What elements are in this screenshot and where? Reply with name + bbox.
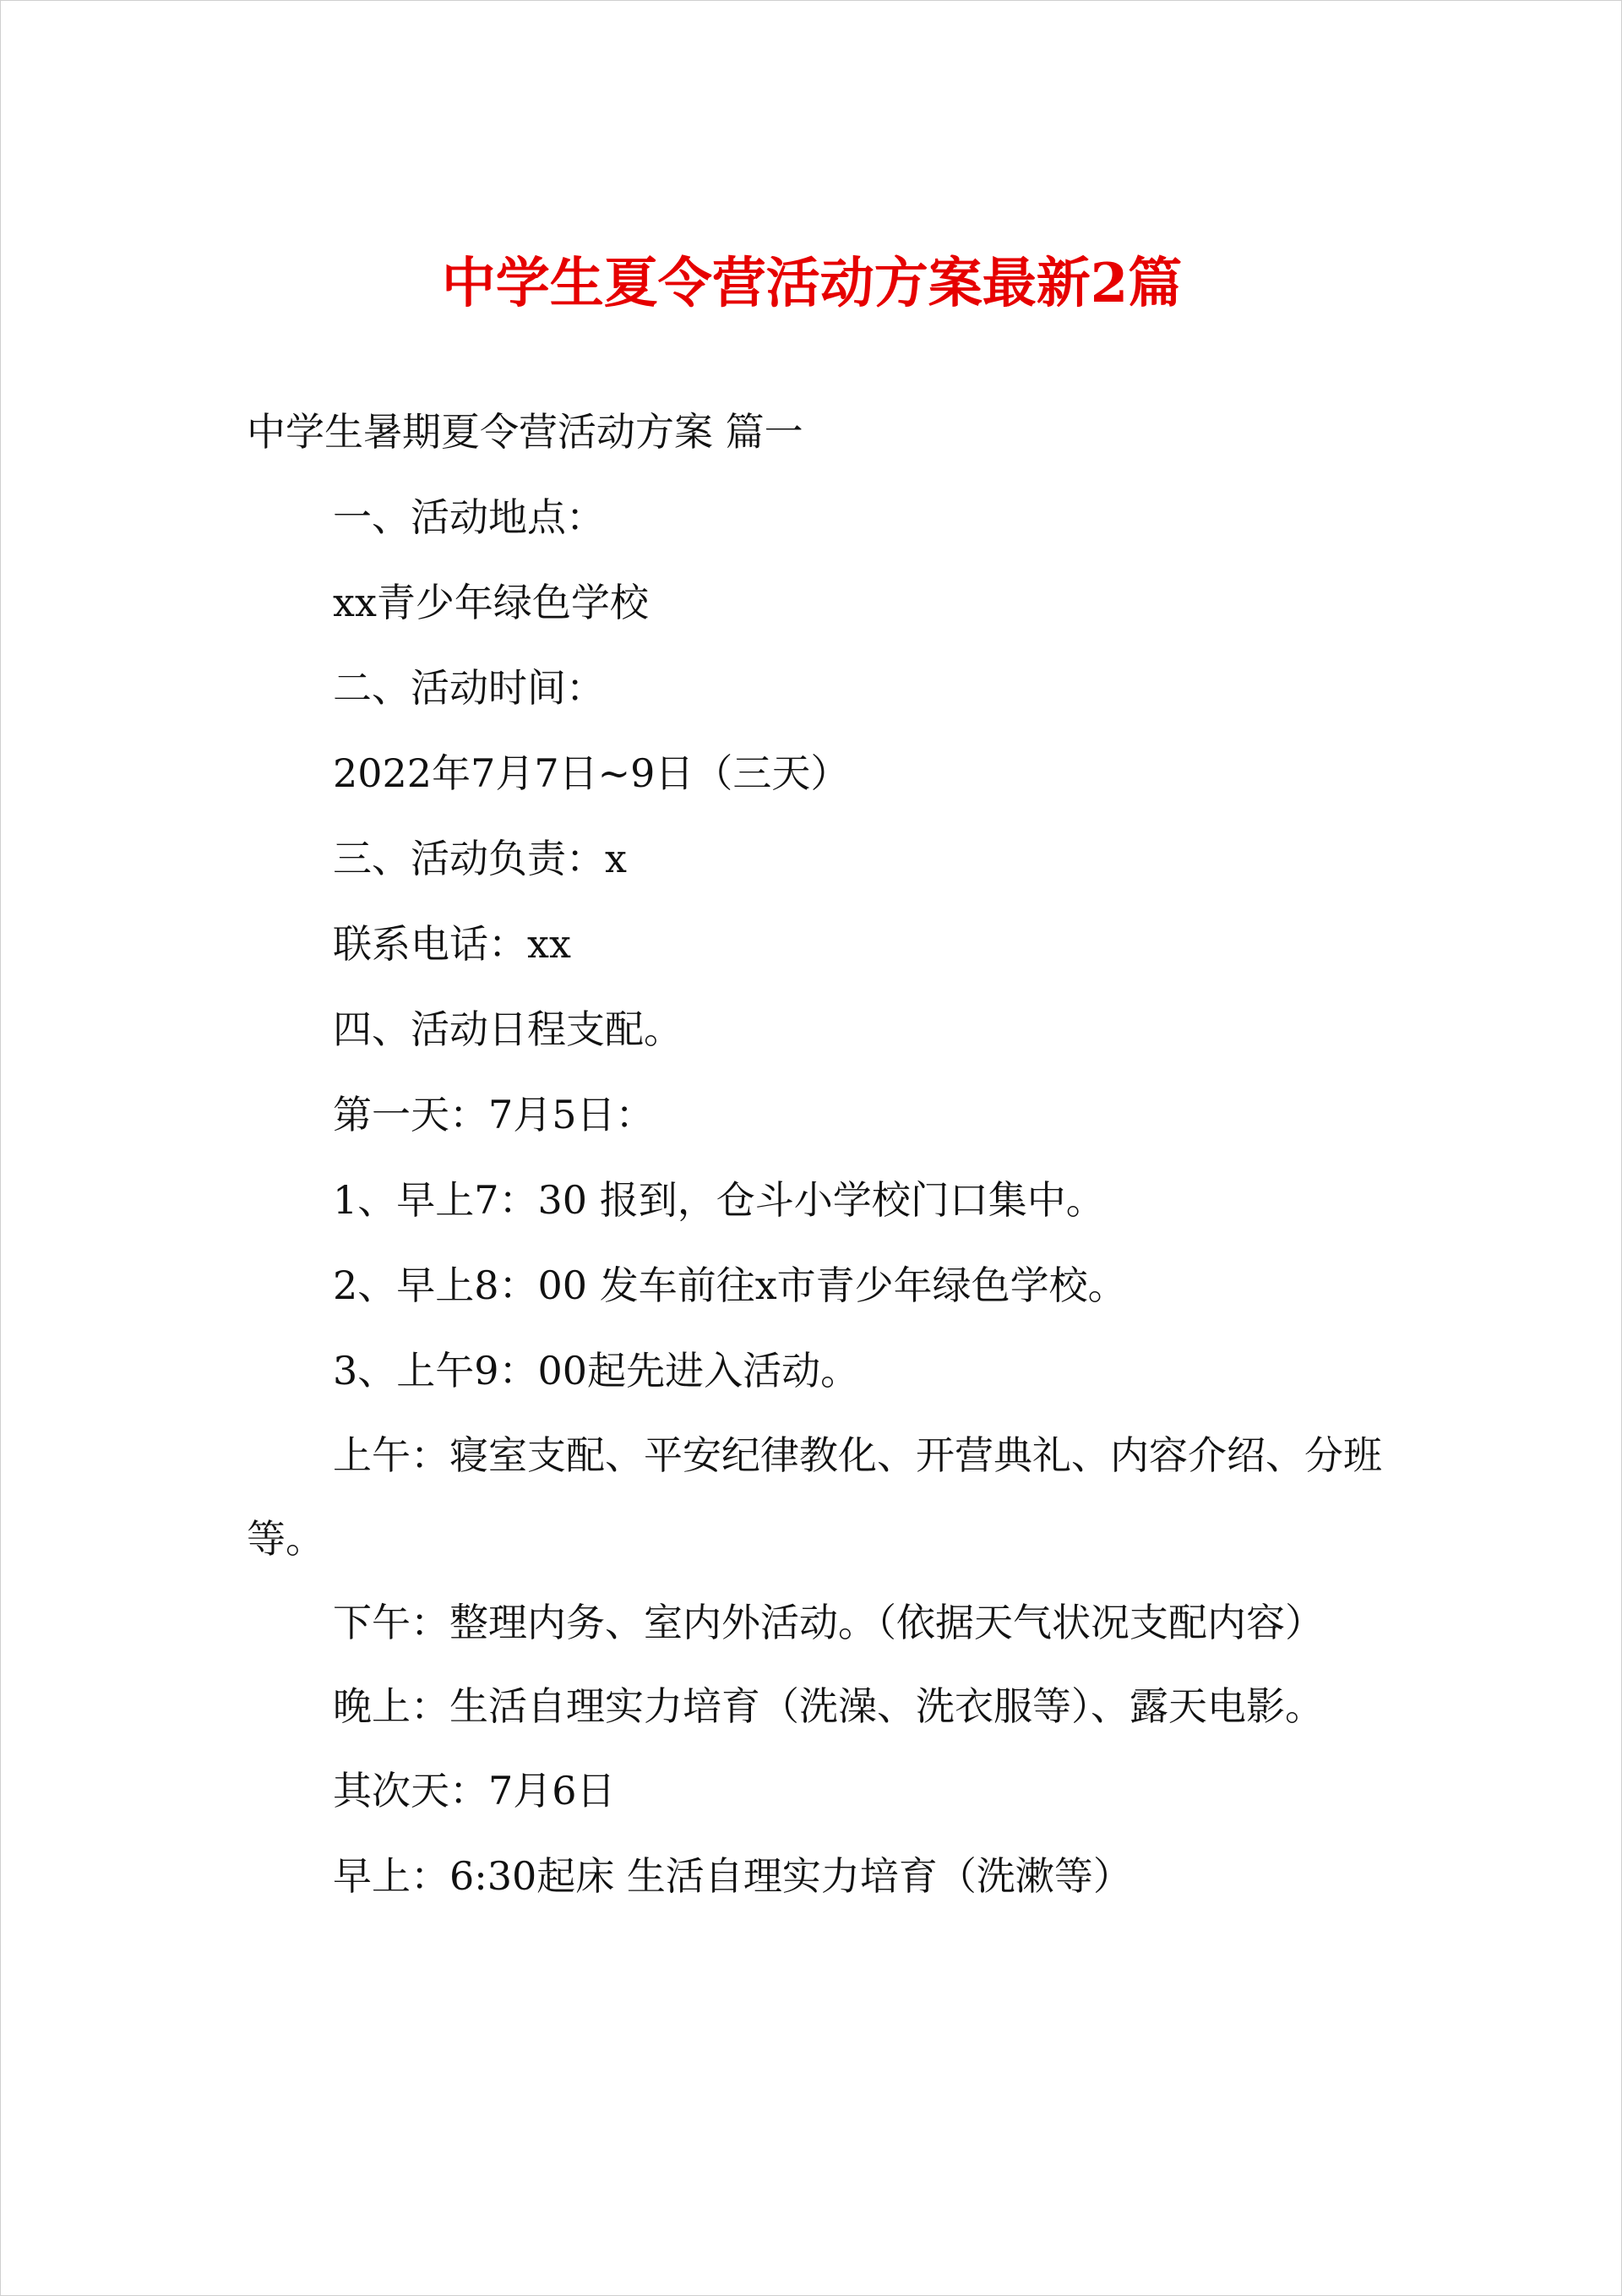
paragraph: 二、活动时间：	[333, 665, 605, 711]
document-body	[247, 390, 1383, 1919]
document-title: 中学生夏令营活动方案最新2篇	[441, 252, 1183, 315]
paragraph: 第一天：7月5日：	[333, 1092, 655, 1137]
paragraph: 2、早上8：00 发车前往x市青少年绿色学校。	[333, 1263, 1127, 1308]
paragraph: 1、早上7：30 报到，仓斗小学校门口集中。	[333, 1177, 1105, 1223]
section-heading: 中学生暑期夏令营活动方案 篇一	[247, 409, 803, 455]
paragraph: 四、活动日程支配。	[333, 1006, 683, 1052]
paragraph: 其次天：7月6日	[333, 1768, 616, 1813]
paragraph: 晚上：生活自理实力培育（洗澡、洗衣服等）、露天电影。	[333, 1683, 1324, 1729]
paragraph: 一、活动地点：	[333, 494, 605, 540]
paragraph: xx青少年绿色学校	[333, 580, 649, 625]
paragraph: 上午：寝室支配、平安纪律教化、开营典礼、内容介绍、分班等。	[247, 1432, 1382, 1562]
paragraph: 三、活动负责：x	[333, 836, 627, 881]
paragraph: 3、上午9：00起先进入活动。	[333, 1348, 860, 1393]
paragraph: 联系电话：xx	[333, 921, 571, 967]
paragraph: 早上：6:30起床 生活自理实力培育（洗漱等）	[333, 1853, 1132, 1899]
paragraph: 下午：整理内务、室内外活动。（依据天气状况支配内容）	[333, 1600, 1324, 1645]
paragraph: 2022年7月7日~9日（三天）	[333, 750, 850, 796]
